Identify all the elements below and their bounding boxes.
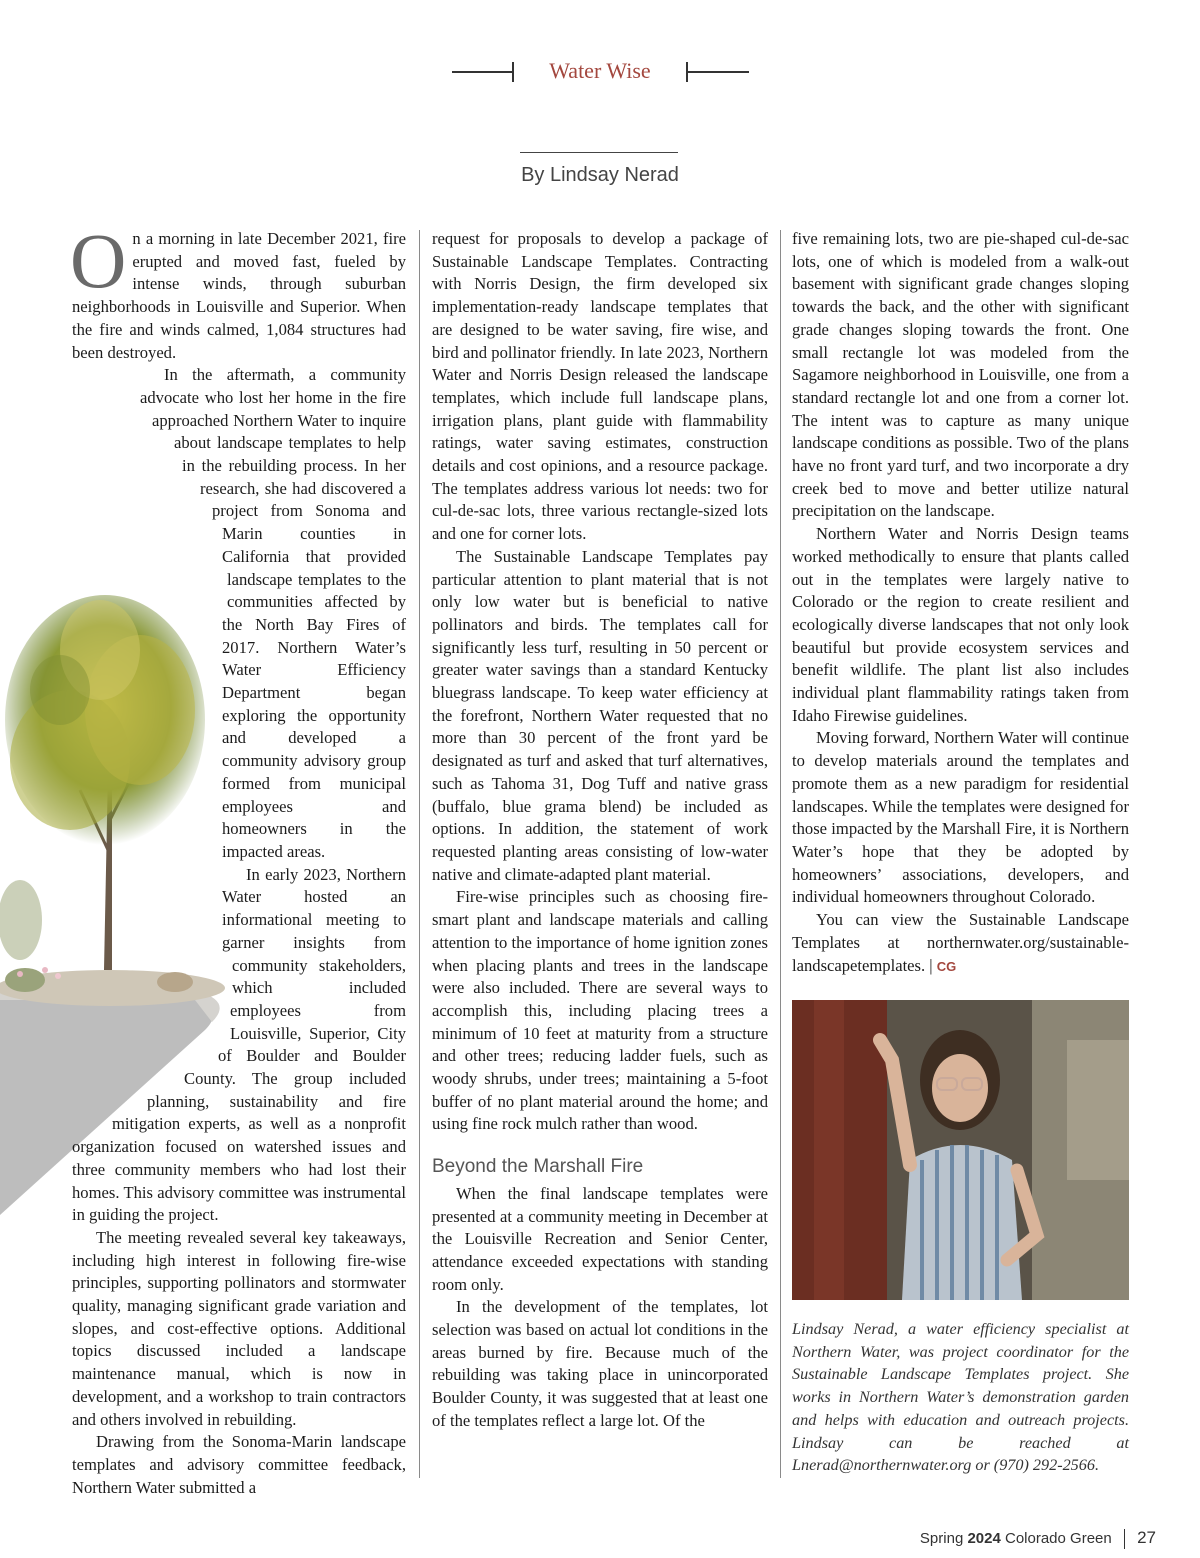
wrap-spacer-line	[72, 410, 140, 433]
wrap-spacer-line	[72, 546, 222, 569]
paragraph: request for proposals to develop a package of Sustainable Landscape Templates. Contracting with Norris Design, the firm developed six implementation-ready landscape templates that are designed to be water saving, fire wise, and bird and pollinator friendly. In late 2023, Northern Water and Norris Design released the landscape templates, which include full landscape plans, irrigation plans, plant guide with flammability ratings, water saving estimates, construction details and cost opinions, and a resource package. The templates address various lot needs: two for cul-de-sac lots, three various rectangle-sized lots and one for corner lots.	[432, 229, 768, 544]
paragraph: Drawing from the Sonoma-Marin landscape templates and advisory committee feedback, Northern Water submitted a	[72, 1432, 406, 1497]
drop-cap: O	[70, 217, 127, 304]
wrap-spacer-line	[72, 705, 212, 728]
footer-separator	[1124, 1529, 1125, 1549]
byline-rule	[520, 152, 678, 153]
wrap-spacer-line	[72, 1068, 184, 1091]
wrap-spacer-line	[72, 931, 222, 954]
paragraph: In the development of the templates, lot selection was based on actual lot conditions in the areas burned by fire. Because much of the rebuilding was taking place in unincorporated Boulder County, it was suggested that at least one of the templates reflect a large lot. Of the	[432, 1297, 768, 1430]
wrap-spacer-line	[72, 818, 184, 841]
paragraph	[792, 909, 1129, 978]
article-column-3	[792, 228, 1129, 978]
header-rule-right	[686, 71, 749, 73]
wrap-spacer-line	[72, 1022, 230, 1045]
subheading: Beyond the Marshall Fire	[432, 1156, 644, 1178]
paragraph: Fire-wise principles such as choosing fire-smart plant and landscape materials and calling attention to the importance of home ignition zones when placing plants and trees in the landscape were also included. There are several ways to accomplish this, including placing trees a minimum of 10 feet at maturity from a structure and other trees; reducing ladder fuels, such as woody shrubs, under trees; maintaining a 5-foot buffer of no plant material around the home; and using fine rock mulch rather than wood.	[432, 887, 768, 1134]
section-title: Water Wise	[549, 58, 651, 83]
paragraph: n a morning in late December 2021, fire erupted and moved fast, fueled by intense winds, through suburban neighborhoods in Louisville and Superior. When the fire and winds calmed, 1,084 structures had been destroyed.	[72, 229, 406, 362]
wrap-spacer-line	[72, 1113, 112, 1136]
wrap-spacer-line	[72, 659, 212, 682]
wrap-spacer-line	[72, 999, 222, 1022]
wrap-spacer-line	[72, 773, 200, 796]
paragraph: In early 2023, Northern Water hosted an informational meeting to garner insights from community stakeholders, which included employees from Louisville, Superior, City of Boulder and Boulder County. The group included planning, sustainability and fire mitigation experts, as well as a nonprofit organization focused on watershed issues and three community members who had lost their homes. This advisory committee was instrumental in guiding the project.	[72, 864, 406, 1225]
photo-caption: Lindsay Nerad, a water efficiency specialist at Northern Water, was project coordinator for the Sustainable Landscape Templates project. She works in Northern Water’s demonstration garden and helps with education and outreach projects. Lindsay can be reached at Lnerad@northernwater.org or (970) 292-2566.	[792, 1320, 1129, 1475]
wrap-spacer-line	[72, 863, 204, 886]
article-column-2	[432, 228, 768, 1433]
wrap-spacer-line	[72, 614, 222, 637]
wrap-spacer-line	[72, 455, 174, 478]
closing-text: You can view the Sustainable Landscape Templates at northernwater.org/sustainable-landscapetemplates. |	[792, 910, 1129, 975]
column-divider	[780, 230, 781, 1478]
wrap-spacer-line	[72, 841, 187, 864]
author-photo	[792, 1000, 1129, 1300]
article-column-1	[70, 217, 406, 1499]
paragraph: Northern Water and Norris Design teams worked methodically to ensure that plants called out in the templates were largely native to Colorado or the region to create resilient and ecologically diverse landscapes that not only look beautiful but provide ecosystem services and benefit wildlife. The plant list also includes individual plant flammability ratings taken from Idaho Firewise guidelines.	[792, 524, 1129, 725]
wrap-spacer-line	[72, 909, 222, 932]
header-rule-left	[452, 71, 514, 73]
wrap-spacer-line	[72, 636, 222, 659]
wrap-spacer-line	[72, 387, 130, 410]
end-mark: CG	[936, 958, 957, 974]
byline: By Lindsay Nerad	[521, 164, 679, 186]
wrap-spacer-line	[72, 750, 222, 773]
paragraph: The Sustainable Landscape Templates pay particular attention to plant material that is not only low water but is beneficial to native pollinators and birds. The templates call for significantly less turf, resulting in 50 percent or greater water savings than a standard Kentucky bluegrass landscape. To keep water efficiency at the forefront, Northern Water requested that no more than 30 percent of the front yard be designated as turf and asked that turf alternatives, such as Tahoma 31, Dog Tuff and native grass (buffalo, blue grama blend) be included as options. In addition, the statement of work requested planting areas consisting of low-water native and climate-adapted plant material.	[432, 546, 768, 884]
wrap-spacer-line	[72, 954, 222, 977]
footer-year: 2024	[967, 1530, 1001, 1547]
paragraph: Moving forward, Northern Water will continue to develop materials around the templates and promote them as a new paradigm for residential landscapes. While the templates were designed for those impacted by the Marshall Fire, it is Northern Water’s hope that they be adopted by homeowners’ associations, developers, and individual homeowners throughout Colorado.	[792, 728, 1129, 907]
wrap-spacer-line	[72, 795, 192, 818]
footer-magazine: Colorado Green	[1005, 1530, 1112, 1547]
wrap-spacer-line	[72, 591, 227, 614]
wrap-spacer-line	[72, 478, 182, 501]
paragraph: five remaining lots, two are pie-shaped cul-de-sac lots, one of which is modeled from a walk-out basement with significant grade changes sloping towards the back, and the other with significant grade changes sloping towards the front. One small rectangle lot was modeled from the Sagamore neighborhood in Louisville, one from a standard rectangle lot and one from a corner lot. The intent was to capture as many unique landscape conditions as possible. Two of the plans have no front yard turf, and two incorporate a dry creek bed to move and better utilize natural precipitation on the landscape.	[792, 229, 1129, 521]
page-footer	[920, 1528, 1156, 1549]
wrap-spacer-line	[72, 682, 212, 705]
paragraph: When the final landscape templates were presented at a community meeting in December at the Louisville Recreation and Senior Center, attendance exceeded expectations with standing room only.	[432, 1183, 768, 1294]
section-header	[0, 54, 1200, 90]
paragraph: In the aftermath, a community advocate who lost her home in the fire approached Northern Water to inquire about landscape templates to help in the rebuilding process. In her research, she had discovered a project from Sonoma and Marin counties in California that provided landscape templates to the communities affected by the North Bay Fires of 2017. Northern Water’s Water Efficiency Department began exploring the opportunity and developed a community advisory group formed from municipal employees and homeowners in the impacted areas.	[140, 365, 406, 861]
paragraph: The meeting revealed several key takeaways, including high interest in following fire-wise principles, supporting pollinators and stormwater quality, managing significant grade variation and slopes, and cost-effective options. Additional topics discussed included a landscape maintenance manual, which is now in development, and a workshop to train contractors and others involved in rebuilding.	[72, 1227, 406, 1429]
wrap-spacer-line	[72, 1045, 218, 1068]
wrap-spacer-line	[72, 500, 200, 523]
wrap-spacer-line	[72, 886, 184, 909]
column-divider	[419, 230, 420, 1478]
wrap-spacer-line	[72, 727, 212, 750]
wrap-spacer-line	[72, 568, 212, 591]
wrap-spacer-line	[72, 977, 232, 1000]
wrap-spacer-line	[72, 432, 152, 455]
footer-season: Spring	[919, 1530, 964, 1547]
wrap-spacer-line	[72, 523, 212, 546]
wrap-spacer-line	[72, 1090, 147, 1113]
page-number: 27	[1137, 1528, 1156, 1547]
